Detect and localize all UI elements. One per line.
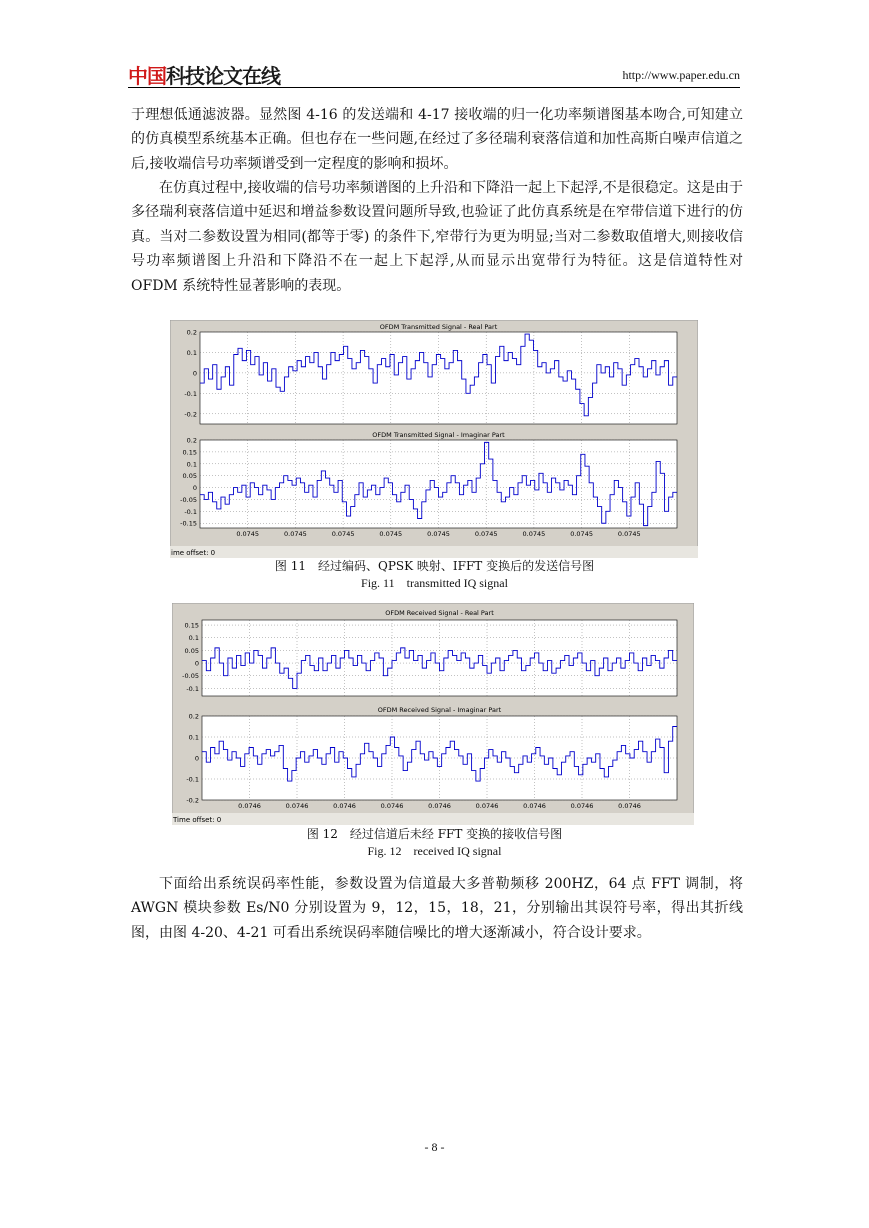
y-tick-label: 0: [192, 484, 197, 493]
plot-panel-tx-imag: [180, 431, 677, 538]
body-paragraph-3: 下面给出系统误码率性能，参数设置为信道最大多普勒频移 200HZ，64 点 FFT 调制，将 AWGN 模块参数 Es/N0 分别设置为 9，12，15，18，21，分别输出其误符号率，得出其折线图，由图 4-20、4-21 可看出系统误码率随信噪比的增大逐渐减小，符合设计要求。: [131, 876, 743, 941]
x-tick-label: 0.0746: [285, 802, 309, 810]
figure-11: [170, 320, 698, 558]
figure-12-caption-cn: 图 12 经过信道后未经 FFT 变换的接收信号图: [306, 827, 563, 841]
y-tick-label: 0.15: [182, 448, 197, 457]
y-tick-label: 0.1: [188, 733, 199, 742]
x-tick-label: 0.0746: [428, 802, 451, 810]
y-tick-label: 0.15: [184, 621, 199, 630]
header-divider: [128, 87, 740, 88]
x-tick-label: 0.0745: [427, 530, 450, 538]
x-tick-label: 0.0746: [618, 802, 641, 810]
plot-panel-rx-real: [182, 609, 677, 696]
y-tick-label: 0: [194, 659, 199, 668]
chart-title: OFDM Transmitted Signal - Imaginar Part: [372, 431, 505, 439]
y-tick-label: -0.05: [182, 672, 199, 681]
plot-panel-rx-imag: [186, 706, 677, 810]
x-tick-label: 0.0745: [284, 530, 307, 538]
figure-11-caption-cn: 图 11 经过编码、QPSK 映射、IFFT 变换后的发送信号图: [274, 559, 595, 573]
x-tick-label: 0.0745: [236, 530, 260, 538]
y-tick-label: 0: [192, 369, 197, 378]
page-number: - 8 -: [424, 1140, 445, 1154]
time-offset-label: Time offset: 0: [173, 816, 222, 824]
x-tick-label: 0.0746: [475, 802, 499, 810]
time-offset-label: ime offset: 0: [171, 549, 216, 557]
figure-12: [172, 603, 694, 825]
figure-11-caption-en: Fig. 11 transmitted IQ signal: [361, 576, 508, 590]
y-tick-label: -0.1: [184, 389, 197, 398]
time-offset-bar: [172, 813, 694, 825]
x-tick-label: 0.0745: [379, 530, 403, 538]
body-paragraph-2: 在仿真过程中,接收端的信号功率频谱图的上升沿和下降沿一起上下起浮,不是很稳定。这是由于多径瑞利衰落信道中延迟和增益参数设置问题所导致,也验证了此仿真系统是在窄带信道下进行的仿真。当对二参数设置为相同(都等于零) 的条件下,窄带行为更为明显;当对二参数取值增大,则接收信号功率频谱图上升沿和下降沿不在一起上下起浮,从而显示出宽带行为特征。这是信道特性对 OFDM 系统特性显著影响的表现。: [131, 180, 743, 294]
y-tick-label: -0.05: [180, 495, 197, 504]
y-tick-label: 0.1: [188, 634, 199, 643]
x-tick-label: 0.0746: [570, 802, 594, 810]
y-tick-label: -0.1: [186, 775, 199, 784]
x-tick-label: 0.0745: [570, 530, 593, 538]
y-tick-label: -0.2: [184, 410, 197, 419]
y-tick-label: 0.05: [184, 646, 199, 655]
x-tick-label: 0.0745: [474, 530, 498, 538]
y-tick-label: 0.2: [188, 712, 199, 721]
x-tick-label: 0.0746: [238, 802, 261, 810]
chart-title: OFDM Received Signal - Imaginar Part: [377, 706, 502, 714]
y-tick-label: 0.2: [186, 328, 197, 337]
y-tick-label: 0: [194, 754, 199, 763]
y-tick-label: 0.05: [182, 472, 197, 481]
time-offset-bar: [170, 546, 698, 558]
y-tick-label: -0.1: [186, 684, 199, 693]
figure-11-chart: [170, 320, 698, 558]
chart-title: OFDM Received Signal - Real Part: [385, 609, 494, 617]
y-tick-label: 0.2: [186, 436, 197, 445]
chart-title: OFDM Transmitted Signal - Real Part: [379, 323, 498, 331]
figure-12-chart: [172, 603, 694, 825]
x-tick-label: 0.0745: [331, 530, 355, 538]
y-tick-label: -0.2: [186, 796, 199, 805]
x-tick-label: 0.0746: [333, 802, 356, 810]
x-tick-label: 0.0745: [522, 530, 546, 538]
figure-12-caption-en: Fig. 12 received IQ signal: [367, 844, 502, 858]
x-tick-label: 0.0746: [523, 802, 546, 810]
plot-panel-tx-real: [184, 323, 677, 424]
y-tick-label: 0.1: [186, 460, 197, 469]
x-tick-label: 0.0745: [617, 530, 641, 538]
site-url[interactable]: http://www.paper.edu.cn: [622, 68, 740, 82]
y-tick-label: -0.15: [180, 519, 197, 528]
site-logo: 中国科技论文在线: [128, 64, 280, 88]
x-tick-label: 0.0746: [380, 802, 404, 810]
page-header: [128, 58, 740, 88]
body-paragraph-1: 于理想低通滤波器。显然图 4-16 的发送端和 4-17 接收端的归一化功率频谱图基本吻合,可知建立的仿真模型系统基本正确。但也存在一些问题,在经过了多径瑞利衰落信道和加性高斯白噪声信道之后,接收端信号功率频谱受到一定程度的影响和损坏。: [131, 107, 743, 172]
y-tick-label: 0.1: [186, 348, 197, 357]
y-tick-label: -0.1: [184, 507, 197, 516]
